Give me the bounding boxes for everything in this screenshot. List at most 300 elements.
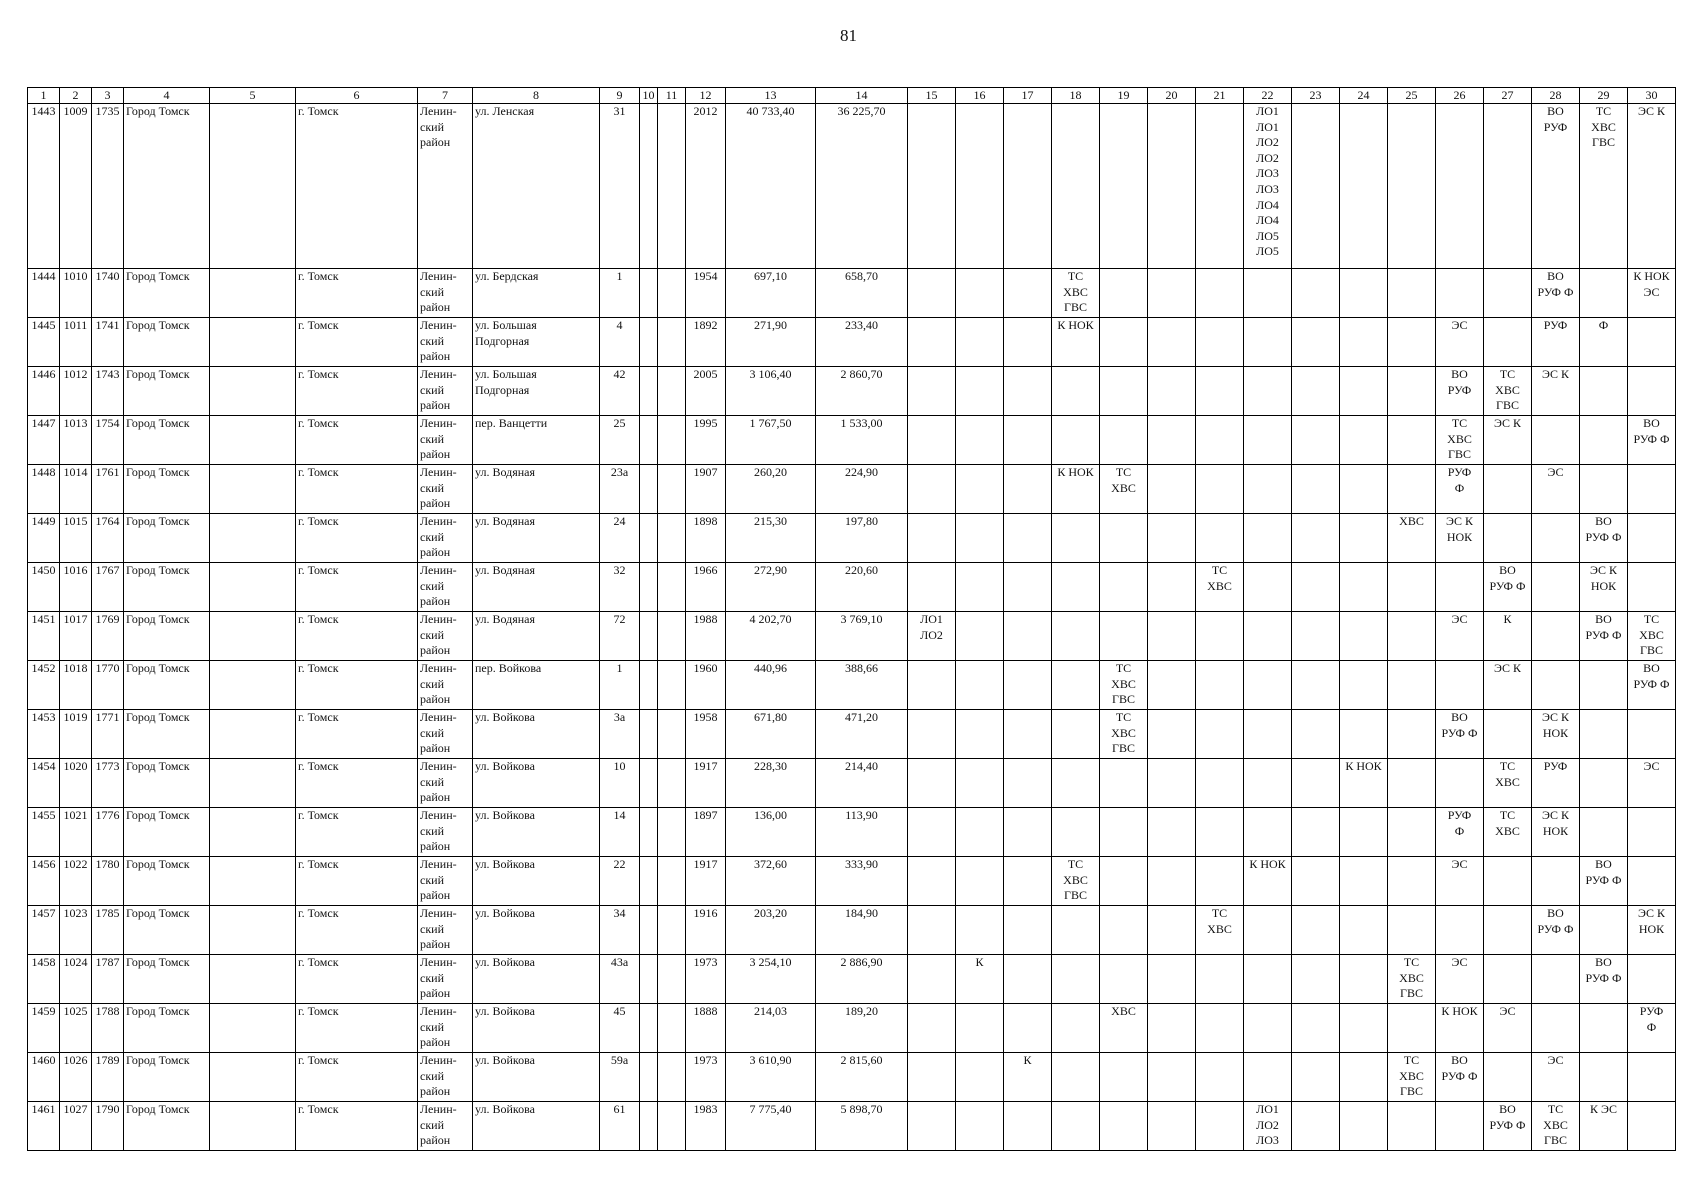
table-cell <box>1628 857 1676 906</box>
table-cell: 3 769,10 <box>816 612 908 661</box>
column-header: 22 <box>1244 88 1292 104</box>
table-cell <box>1628 367 1676 416</box>
table-cell <box>1436 759 1484 808</box>
table-cell <box>908 1102 956 1151</box>
table-cell: 1461 <box>28 1102 60 1151</box>
column-header: 13 <box>726 88 816 104</box>
column-header: 4 <box>124 88 210 104</box>
table-cell <box>658 1102 686 1151</box>
column-header: 27 <box>1484 88 1532 104</box>
table-cell: 1764 <box>92 514 124 563</box>
table-cell <box>1532 612 1580 661</box>
table-cell <box>1388 416 1436 465</box>
table-cell <box>1340 1004 1388 1053</box>
table-cell: К НОК <box>1052 465 1100 514</box>
table-cell: 1021 <box>60 808 92 857</box>
table-cell <box>908 367 956 416</box>
table-cell: Город Томск <box>124 318 210 367</box>
table-cell: ВО РУФ Ф <box>1532 269 1580 318</box>
table-cell <box>1196 1102 1244 1151</box>
table-cell <box>1340 269 1388 318</box>
table-cell: ВО РУФ Ф <box>1436 710 1484 759</box>
table-cell: г. Томск <box>296 465 418 514</box>
table-cell <box>1244 808 1292 857</box>
table-cell <box>1100 1053 1148 1102</box>
table-cell <box>1388 269 1436 318</box>
table-cell: 388,66 <box>816 661 908 710</box>
table-cell <box>640 857 658 906</box>
table-cell: г. Томск <box>296 269 418 318</box>
table-cell: 214,03 <box>726 1004 816 1053</box>
table-cell <box>1100 563 1148 612</box>
table-cell: 3 106,40 <box>726 367 816 416</box>
table-cell: ЭС К <box>1484 416 1532 465</box>
table-cell: ТС ХВС ГВС <box>1436 416 1484 465</box>
table-row <box>28 612 1676 661</box>
table-cell <box>1004 759 1052 808</box>
table-cell: Ленин- ский район <box>418 514 473 563</box>
table-cell <box>1532 661 1580 710</box>
table-cell <box>1580 808 1628 857</box>
table-cell: 1443 <box>28 104 60 269</box>
table-cell <box>1292 857 1340 906</box>
table-cell <box>658 514 686 563</box>
table-cell: ул. Водяная <box>473 563 600 612</box>
table-cell <box>1388 318 1436 367</box>
table-cell: РУФ Ф <box>1436 808 1484 857</box>
table-cell <box>210 661 296 710</box>
table-cell <box>1340 416 1388 465</box>
table-cell <box>1004 563 1052 612</box>
table-cell: Город Томск <box>124 563 210 612</box>
table-cell: Город Томск <box>124 808 210 857</box>
table-row <box>28 710 1676 759</box>
table-cell: Ленин- ский район <box>418 857 473 906</box>
table-cell: 1995 <box>686 416 726 465</box>
table-cell <box>1148 1102 1196 1151</box>
table-cell: 36 225,70 <box>816 104 908 269</box>
table-cell <box>1244 416 1292 465</box>
table-cell: 10 <box>600 759 640 808</box>
table-cell <box>1052 612 1100 661</box>
table-cell <box>1436 1102 1484 1151</box>
table-cell: г. Томск <box>296 514 418 563</box>
table-cell <box>1148 808 1196 857</box>
table-cell: Ленин- ский район <box>418 1053 473 1102</box>
table-cell: ЭС <box>1436 857 1484 906</box>
table-cell <box>1292 269 1340 318</box>
table-cell <box>956 318 1004 367</box>
table-cell <box>658 269 686 318</box>
table-cell: ЭС <box>1628 759 1676 808</box>
column-header: 15 <box>908 88 956 104</box>
table-cell: ТС ХВС ГВС <box>1100 661 1148 710</box>
table-cell <box>1052 514 1100 563</box>
table-cell <box>908 1004 956 1053</box>
table-cell <box>1484 465 1532 514</box>
table-cell <box>658 612 686 661</box>
table-cell: ул. Водяная <box>473 514 600 563</box>
table-cell: 1787 <box>92 955 124 1004</box>
table-cell: 1010 <box>60 269 92 318</box>
table-cell <box>640 269 658 318</box>
table-cell: г. Томск <box>296 906 418 955</box>
column-header: 9 <box>600 88 640 104</box>
table-cell: К ЭС <box>1580 1102 1628 1151</box>
table-cell <box>1628 514 1676 563</box>
table-cell <box>1004 661 1052 710</box>
table-row <box>28 367 1676 416</box>
table-cell: 184,90 <box>816 906 908 955</box>
table-cell: ВО РУФ Ф <box>1580 955 1628 1004</box>
table-cell: 1450 <box>28 563 60 612</box>
table-cell <box>1292 318 1340 367</box>
table-cell <box>1388 367 1436 416</box>
table-cell <box>1100 906 1148 955</box>
column-header: 25 <box>1388 88 1436 104</box>
table-cell <box>1052 661 1100 710</box>
table-cell <box>210 955 296 1004</box>
table-cell <box>1004 104 1052 269</box>
table-cell <box>1004 269 1052 318</box>
table-cell <box>1484 857 1532 906</box>
column-header: 18 <box>1052 88 1100 104</box>
table-cell: 1907 <box>686 465 726 514</box>
table-cell: 1017 <box>60 612 92 661</box>
table-cell: 2 860,70 <box>816 367 908 416</box>
table-cell: 1446 <box>28 367 60 416</box>
table-cell: 1457 <box>28 906 60 955</box>
table-cell <box>1148 269 1196 318</box>
table-cell <box>1196 367 1244 416</box>
table-cell: РУФ Ф <box>1628 1004 1676 1053</box>
table-cell: 3а <box>600 710 640 759</box>
table-cell <box>908 1053 956 1102</box>
table-cell <box>1196 710 1244 759</box>
table-cell <box>640 416 658 465</box>
column-header: 12 <box>686 88 726 104</box>
table-cell <box>908 906 956 955</box>
table-cell: 45 <box>600 1004 640 1053</box>
table-cell: 5 898,70 <box>816 1102 908 1151</box>
table-cell: Город Томск <box>124 612 210 661</box>
column-header: 24 <box>1340 88 1388 104</box>
table-cell <box>1148 416 1196 465</box>
table-cell <box>210 612 296 661</box>
table-cell: Ленин- ский район <box>418 104 473 269</box>
table-cell <box>210 1004 296 1053</box>
table-cell: 1785 <box>92 906 124 955</box>
table-cell <box>640 759 658 808</box>
table-cell <box>1628 1053 1676 1102</box>
table-cell: ЭС <box>1532 465 1580 514</box>
table-cell: 1 <box>600 269 640 318</box>
table-cell <box>908 759 956 808</box>
table-cell: 7 775,40 <box>726 1102 816 1151</box>
table-cell: г. Томск <box>296 1102 418 1151</box>
table-cell <box>658 759 686 808</box>
table-body <box>28 104 1676 1151</box>
table-cell <box>1292 710 1340 759</box>
table-cell: 14 <box>600 808 640 857</box>
table-cell: 1771 <box>92 710 124 759</box>
table-cell <box>1292 563 1340 612</box>
table-cell: г. Томск <box>296 808 418 857</box>
table-cell <box>658 1004 686 1053</box>
table-cell <box>1340 465 1388 514</box>
table-cell: Ленин- ский район <box>418 710 473 759</box>
table-cell: 3 610,90 <box>726 1053 816 1102</box>
table-cell <box>1148 661 1196 710</box>
table-cell: 1452 <box>28 661 60 710</box>
table-cell: 34 <box>600 906 640 955</box>
table-cell <box>1004 318 1052 367</box>
column-header: 6 <box>296 88 418 104</box>
table-cell: 1788 <box>92 1004 124 1053</box>
register-table <box>27 87 1676 1151</box>
table-cell: 1888 <box>686 1004 726 1053</box>
table-cell: 1449 <box>28 514 60 563</box>
table-cell: ЭС <box>1484 1004 1532 1053</box>
table-cell <box>1388 857 1436 906</box>
table-cell <box>1196 318 1244 367</box>
table-cell: Город Томск <box>124 1102 210 1151</box>
table-cell: ТС ХВС <box>1484 759 1532 808</box>
table-cell <box>1004 808 1052 857</box>
column-header: 21 <box>1196 88 1244 104</box>
table-cell: 1770 <box>92 661 124 710</box>
table-cell <box>1148 1053 1196 1102</box>
table-cell: 1773 <box>92 759 124 808</box>
table-cell: 1023 <box>60 906 92 955</box>
table-cell <box>1244 563 1292 612</box>
table-cell <box>956 563 1004 612</box>
table-cell <box>658 1053 686 1102</box>
table-cell: г. Томск <box>296 563 418 612</box>
column-number-row <box>28 88 1676 104</box>
table-cell <box>1436 269 1484 318</box>
table-cell: ул. Бердская <box>473 269 600 318</box>
table-cell: ВО РУФ Ф <box>1580 857 1628 906</box>
table-row <box>28 1053 1676 1102</box>
table-cell <box>1580 1004 1628 1053</box>
table-cell: г. Томск <box>296 857 418 906</box>
table-cell: 42 <box>600 367 640 416</box>
table-cell: 43а <box>600 955 640 1004</box>
table-cell: ул. Войкова <box>473 710 600 759</box>
table-row <box>28 269 1676 318</box>
table-cell: 2 815,60 <box>816 1053 908 1102</box>
table-cell: Город Томск <box>124 759 210 808</box>
table-cell <box>956 465 1004 514</box>
table-cell: ул. Войкова <box>473 906 600 955</box>
table-cell: ул. Войкова <box>473 857 600 906</box>
table-cell: 214,40 <box>816 759 908 808</box>
table-cell: Город Томск <box>124 906 210 955</box>
table-cell: 2012 <box>686 104 726 269</box>
table-cell <box>1292 104 1340 269</box>
table-cell <box>1196 514 1244 563</box>
table-cell <box>1292 955 1340 1004</box>
table-cell <box>1484 710 1532 759</box>
table-cell <box>908 710 956 759</box>
table-cell <box>1100 857 1148 906</box>
table-cell <box>1244 318 1292 367</box>
table-cell <box>1244 661 1292 710</box>
table-cell <box>1628 563 1676 612</box>
table-cell <box>1628 1102 1676 1151</box>
table-cell <box>1244 1053 1292 1102</box>
table-cell: г. Томск <box>296 759 418 808</box>
table-cell: ЭС К <box>1628 104 1676 269</box>
table-cell: г. Томск <box>296 1053 418 1102</box>
table-cell: 228,30 <box>726 759 816 808</box>
table-cell: 1026 <box>60 1053 92 1102</box>
table-cell: 1743 <box>92 367 124 416</box>
table-cell: Город Томск <box>124 1053 210 1102</box>
table-cell <box>956 416 1004 465</box>
table-cell: 1790 <box>92 1102 124 1151</box>
column-header: 14 <box>816 88 908 104</box>
table-cell: 1988 <box>686 612 726 661</box>
table-cell: ВО РУФ Ф <box>1628 661 1676 710</box>
table-cell: ТС ХВС ГВС <box>1052 269 1100 318</box>
table-cell <box>956 104 1004 269</box>
table-cell <box>1580 269 1628 318</box>
table-cell: К НОК <box>1052 318 1100 367</box>
table-cell: 72 <box>600 612 640 661</box>
table-cell: 1009 <box>60 104 92 269</box>
column-header: 23 <box>1292 88 1340 104</box>
table-row <box>28 1004 1676 1053</box>
column-header: 3 <box>92 88 124 104</box>
table-cell <box>1580 416 1628 465</box>
table-cell: Ленин- ский район <box>418 1004 473 1053</box>
table-cell <box>1100 104 1148 269</box>
table-cell <box>1580 465 1628 514</box>
table-cell: 24 <box>600 514 640 563</box>
table-cell <box>1004 1004 1052 1053</box>
table-cell <box>1628 955 1676 1004</box>
table-cell <box>956 857 1004 906</box>
table-cell <box>956 1102 1004 1151</box>
table-cell: 1966 <box>686 563 726 612</box>
table-cell: 1460 <box>28 1053 60 1102</box>
table-cell: ул. Ленская <box>473 104 600 269</box>
table-cell: г. Томск <box>296 416 418 465</box>
table-cell <box>658 955 686 1004</box>
table-cell <box>1052 1004 1100 1053</box>
table-cell <box>956 1053 1004 1102</box>
table-cell <box>210 1053 296 1102</box>
table-cell: 1445 <box>28 318 60 367</box>
table-cell <box>1340 661 1388 710</box>
table-cell <box>1052 759 1100 808</box>
table-row <box>28 857 1676 906</box>
table-cell <box>1340 955 1388 1004</box>
table-cell: г. Томск <box>296 1004 418 1053</box>
table-cell <box>640 808 658 857</box>
table-cell <box>908 318 956 367</box>
table-cell <box>1100 612 1148 661</box>
table-cell <box>1628 808 1676 857</box>
table-cell <box>640 514 658 563</box>
table-cell <box>956 759 1004 808</box>
column-header: 28 <box>1532 88 1580 104</box>
table-cell <box>956 808 1004 857</box>
table-cell <box>1244 906 1292 955</box>
table-cell <box>908 955 956 1004</box>
table-cell: РУФ <box>1532 318 1580 367</box>
table-cell <box>1148 710 1196 759</box>
table-cell: 697,10 <box>726 269 816 318</box>
table-cell <box>658 465 686 514</box>
table-cell: ул. Водяная <box>473 465 600 514</box>
table-cell <box>1292 661 1340 710</box>
table-cell <box>1148 906 1196 955</box>
table-cell: ВО РУФ <box>1436 367 1484 416</box>
table-cell <box>1100 367 1148 416</box>
table-cell: 4 <box>600 318 640 367</box>
table-cell <box>908 465 956 514</box>
table-cell <box>1484 955 1532 1004</box>
table-cell <box>658 563 686 612</box>
table-cell <box>210 1102 296 1151</box>
table-cell: Ленин- ский район <box>418 759 473 808</box>
table-cell <box>640 1053 658 1102</box>
table-cell <box>1196 1053 1244 1102</box>
table-cell <box>1580 367 1628 416</box>
table-cell: г. Томск <box>296 955 418 1004</box>
table-cell: 1447 <box>28 416 60 465</box>
table-cell: Город Томск <box>124 514 210 563</box>
table-cell <box>1148 104 1196 269</box>
table-cell: 1012 <box>60 367 92 416</box>
table-cell <box>640 612 658 661</box>
table-cell <box>1484 906 1532 955</box>
table-cell <box>1292 514 1340 563</box>
table-cell <box>1340 710 1388 759</box>
table-cell: 1011 <box>60 318 92 367</box>
table-cell <box>1436 563 1484 612</box>
table-cell <box>1388 661 1436 710</box>
table-cell <box>1580 710 1628 759</box>
table-cell <box>1052 104 1100 269</box>
column-header: 5 <box>210 88 296 104</box>
table-cell <box>1340 104 1388 269</box>
table-cell <box>210 416 296 465</box>
table-cell: 1016 <box>60 563 92 612</box>
table-cell <box>1004 1102 1052 1151</box>
table-cell <box>956 661 1004 710</box>
table-cell <box>1052 367 1100 416</box>
table-cell <box>210 808 296 857</box>
table-cell <box>1004 367 1052 416</box>
table-cell <box>210 367 296 416</box>
table-cell: 272,90 <box>726 563 816 612</box>
table-cell: ХВС <box>1100 1004 1148 1053</box>
table-cell: 25 <box>600 416 640 465</box>
table-cell <box>1244 710 1292 759</box>
table-cell: 440,96 <box>726 661 816 710</box>
table-cell: 224,90 <box>816 465 908 514</box>
table-cell <box>658 661 686 710</box>
table-row <box>28 808 1676 857</box>
table-cell: Ленин- ский район <box>418 808 473 857</box>
table-cell <box>1052 710 1100 759</box>
table-cell: 1015 <box>60 514 92 563</box>
table-cell: ЭС К НОК <box>1628 906 1676 955</box>
